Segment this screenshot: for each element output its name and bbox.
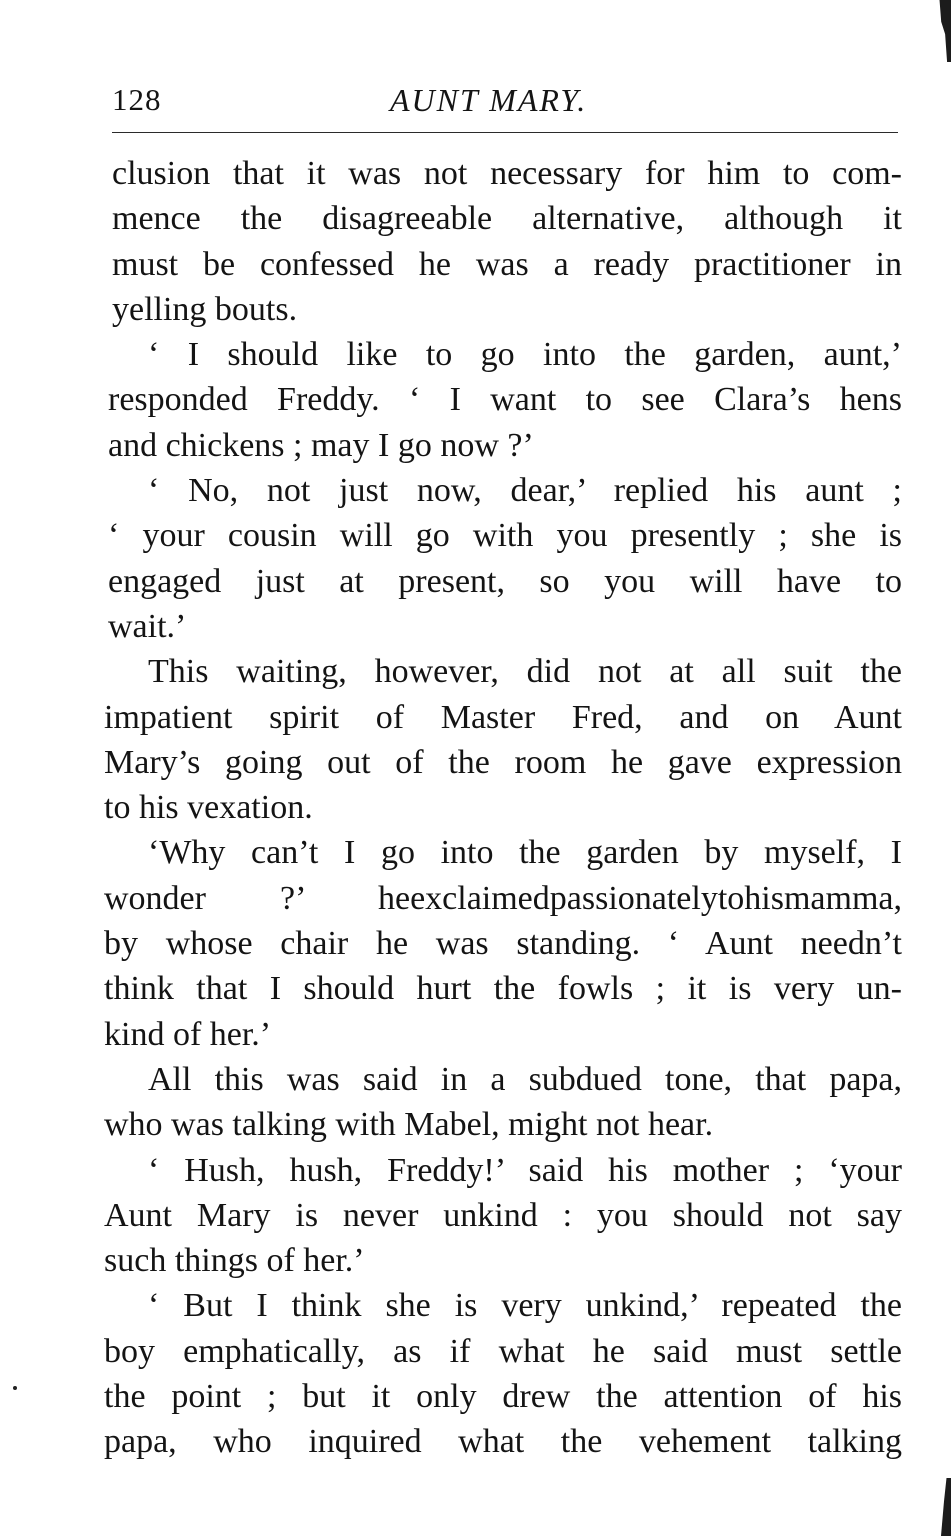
paragraph (104, 1148, 902, 1284)
text-line: boy emphatically, as if what he said must settle (104, 1332, 902, 1370)
text-line: such things of her.’ (104, 1242, 365, 1280)
body-text (104, 151, 902, 1465)
text-line: ‘ your cousin will go with you presently ; she is (108, 517, 902, 555)
page-header (112, 82, 902, 126)
text-line: must be confessed he was a ready practitioner in (112, 245, 902, 283)
text-line: wonder ?’ heexclaimedpassionatelytohismamma, (104, 879, 902, 917)
paragraph (104, 649, 902, 830)
text-line: who was talking with Mabel, might not hear. (104, 1106, 714, 1144)
text-line: impatient spirit of Master Fred, and on Aunt (104, 698, 902, 736)
text-line: wait.’ (108, 607, 187, 645)
text-line: the point ; but it only drew the attention of his (104, 1378, 902, 1416)
text-line: responded Freddy. ‘ I want to see Clara’s hens (108, 381, 902, 419)
paragraph (104, 468, 902, 649)
text-line: ‘Why can’t I go into the garden by myself, I (148, 834, 902, 872)
paragraph (104, 332, 902, 468)
text-line: ‘ Hush, hush, Freddy!’ said his mother ; ‘your (148, 1151, 902, 1189)
running-title: AUNT MARY. (390, 82, 588, 118)
text-line: All this was said in a subdued tone, that papa, (148, 1060, 902, 1098)
paragraph (104, 151, 902, 332)
page-edge-mark-bottom (941, 1478, 951, 1536)
page-edge-mark-top (937, 0, 951, 62)
text-line: Mary’s going out of the room he gave expression (104, 743, 902, 781)
paragraph (104, 1283, 902, 1464)
text-line: think that I should hurt the fowls ; it is very un- (104, 970, 902, 1008)
text-line: ‘ But I think she is very unkind,’ repeated the (148, 1287, 902, 1325)
header-rule (112, 132, 898, 133)
text-line: engaged just at present, so you will have to (108, 562, 902, 600)
text-line: clusion that it was not necessary for him to com- (112, 155, 902, 192)
text-line: This waiting, however, did not at all suit the (148, 653, 902, 691)
page-number: 128 (112, 82, 162, 117)
ink-speck (13, 1386, 17, 1390)
text-line: yelling bouts. (112, 290, 298, 328)
text-line: and chickens ; may I go now ?’ (108, 426, 534, 464)
text-line: kind of her.’ (104, 1015, 272, 1053)
text-line: Aunt Mary is never unkind : you should not say (104, 1196, 902, 1234)
text-line: ‘ I should like to go into the garden, aunt,’ (148, 336, 902, 374)
text-line: by whose chair he was standing. ‘ Aunt needn’t (104, 925, 902, 963)
text-line: to his vexation. (104, 789, 313, 827)
paragraph (104, 830, 902, 1056)
paragraph (104, 1057, 902, 1148)
text-line: mence the disagreeable alternative, although it (112, 200, 902, 238)
text-line: papa, who inquired what the vehement talking (104, 1423, 902, 1461)
text-line: ‘ No, not just now, dear,’ replied his aunt ; (148, 472, 902, 510)
